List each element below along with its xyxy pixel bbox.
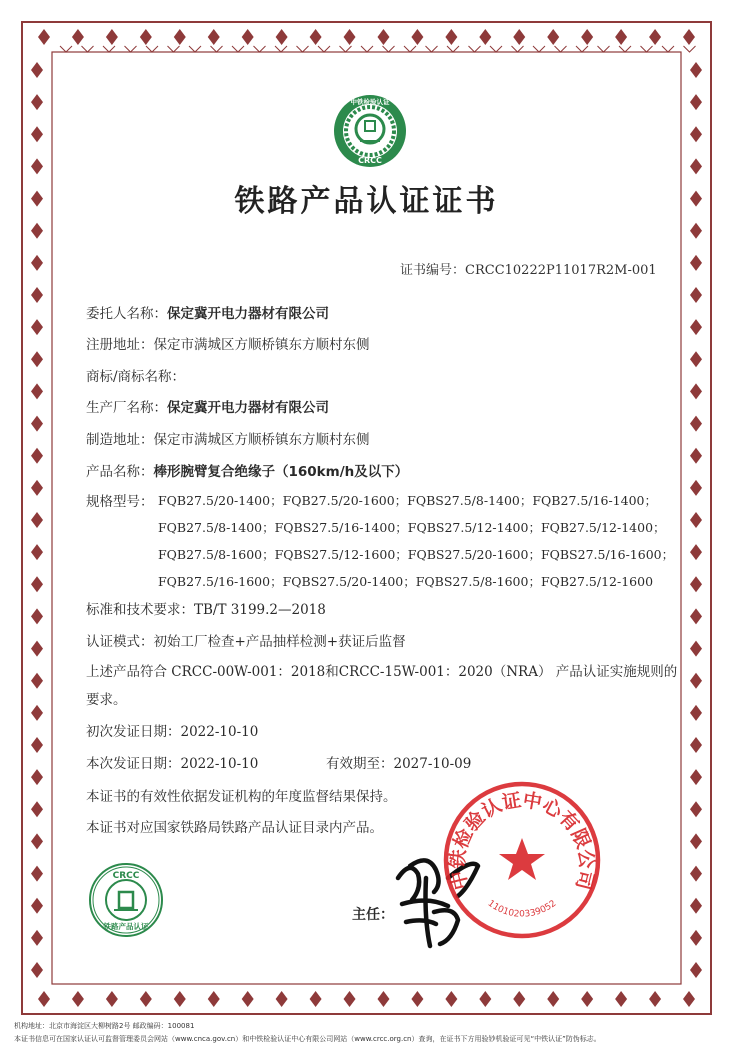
mode-value: 初始工厂检查+产品抽样检测+获证后监督 (153, 634, 406, 650)
field-value: 保定冀开电力器材有限公司 (167, 306, 329, 322)
valid-label: 有效期至： (326, 756, 394, 772)
compliance-line-2: 要求。 (86, 692, 127, 708)
field-label: 委托人名称： (86, 306, 167, 322)
field-row (86, 396, 329, 416)
field-row (86, 428, 370, 448)
seal-code: 1101020339052 (485, 898, 559, 920)
field-label: 产品名称： (86, 464, 154, 480)
seal-ring-text: 中铁检验认证中心有限公司 (446, 789, 598, 892)
field-value: 棒形腕臂复合绝缘子（160km/h及以下） (153, 464, 409, 480)
director-label: 主任： (352, 907, 394, 923)
field-row (86, 302, 329, 322)
valid-line (326, 752, 471, 772)
compliance-line-1: 上述产品符合 CRCC-00W-001：2018和CRCC-15W-001：2020（NRA） 产品认证实施规则的 (86, 664, 678, 680)
mode-label: 认证模式： (86, 634, 154, 650)
standard-line (86, 598, 326, 618)
field-value: 保定冀开电力器材有限公司 (167, 400, 329, 416)
validity-note: 本证书的有效性依据发证机构的年度监督结果保持。 (86, 789, 397, 805)
cert-number-value: CRCC10222P11017R2M-001 (465, 263, 657, 278)
field-value: 保定市满城区方顺桥镇东方顺村东侧 (153, 432, 370, 448)
field-label: 注册地址： (86, 337, 154, 353)
mode-line (86, 630, 406, 650)
spec-label: 规格型号： (86, 494, 154, 510)
field-row (86, 365, 185, 385)
issue-date: 2022-10-10 (180, 756, 259, 772)
standard-label: 标准和技术要求： (86, 602, 194, 618)
issue-label: 本次发证日期： (86, 756, 181, 772)
footer-verification: 本证书信息可在国家认证认可监督管理委员会网站（www.cnca.gov.cn）和中铁检验认证中心有限公司网站（www.crcc.org.cn）查询，在证书下方用验钞机验证可见“中铁认证”防伪标志。 (14, 1035, 601, 1043)
certificate-title: 铁路产品认证证书 (234, 184, 499, 219)
issue-line (86, 752, 258, 772)
crcc-bottom-logo (88, 862, 164, 938)
cert-number-label: 证书编号： (400, 263, 466, 278)
field-row (86, 333, 370, 353)
field-label: 生产厂名称： (86, 400, 167, 416)
catalog-note: 本证书对应国家铁路局铁路产品认证目录内产品。 (86, 820, 383, 836)
valid-date: 2027-10-09 (393, 756, 472, 772)
top-logo-ring-text: 中铁检验认证 (350, 98, 390, 106)
cert-number-line (400, 259, 657, 278)
first-issue-date: 2022-10-10 (180, 724, 259, 740)
official-seal (442, 780, 602, 940)
first-issue-label: 初次发证日期： (86, 724, 181, 740)
field-label: 商标/商标名称： (86, 369, 186, 385)
bottom-logo-crcc-text: CRCC (112, 871, 140, 881)
first-issue-line (86, 720, 258, 740)
svg-text:1101020339052 (486, 899, 559, 920)
spec-line: FQB27.5/20-1400；FQB27.5/20-1600；FQBS27.5/8-1400；FQB27.5/16-1400； (158, 493, 657, 508)
field-row (86, 460, 408, 480)
footer-address: 机构地址：北京市海淀区大柳树路2号 邮政编码：100081 (14, 1022, 195, 1030)
bottom-logo-caption: 铁路产品认证 (103, 922, 149, 931)
spec-line: FQB27.5/8-1400；FQBS27.5/16-1400；FQBS27.5/12-1400；FQB27.5/12-1400； (158, 520, 666, 535)
spec-line: FQB27.5/16-1600；FQBS27.5/20-1400；FQBS27.5/8-1600；FQB27.5/12-1600 (158, 574, 654, 589)
crcc-top-logo (332, 93, 408, 169)
field-value: 保定市满城区方顺桥镇东方顺村东侧 (153, 337, 370, 353)
standard-value: TB/T 3199.2—2018 (194, 602, 326, 618)
top-logo-crcc-text: CRCC (358, 156, 382, 165)
spec-line: FQB27.5/8-1600；FQBS27.5/12-1600；FQBS27.5/20-1600；FQBS27.5/16-1600； (158, 547, 675, 562)
field-label: 制造地址： (86, 432, 154, 448)
